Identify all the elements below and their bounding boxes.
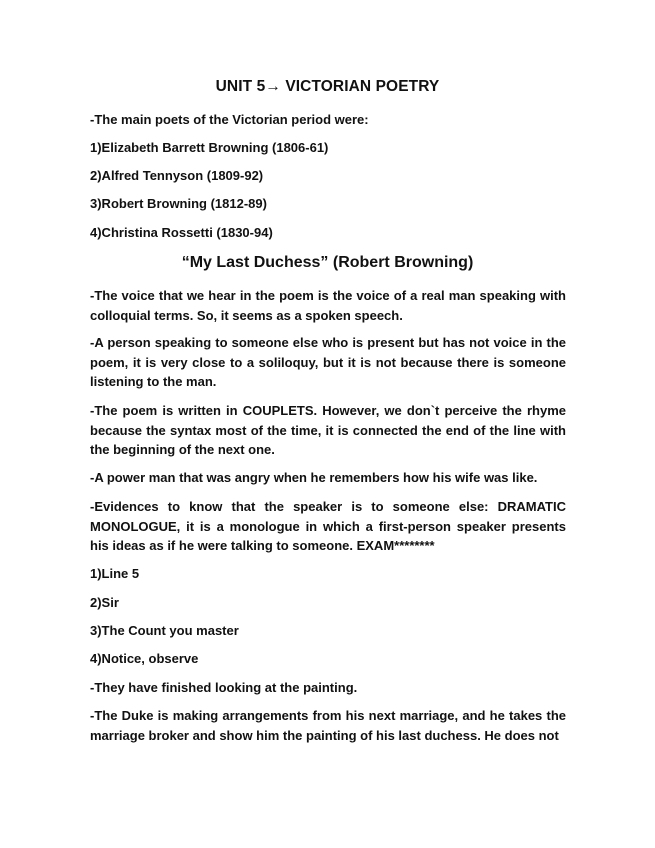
page-title: UNIT 5→ VICTORIAN POETRY: [215, 78, 440, 95]
intro-text: -The main poets of the Victorian period were:: [90, 112, 369, 127]
paragraph: -The voice that we hear in the poem is the voice of a real man speaking with colloquial terms. So, it seems as a spoken speech.: [90, 288, 566, 323]
poet-list-item: 3)Robert Browning (1812-89): [90, 196, 267, 211]
evidence-list-item: 4)Notice, observe: [90, 651, 199, 666]
evidence-list-item: 1)Line 5: [90, 566, 140, 581]
poet-list-item: 4)Christina Rossetti (1830-94): [90, 225, 273, 240]
paragraph: -They have finished looking at the painting.: [90, 680, 358, 695]
paragraph: -A person speaking to someone else who is present but has not voice in the poem, it is very close to a soliloquy, but it is not because there is someone listening to the man.: [90, 335, 566, 389]
paragraph: -The poem is written in COUPLETS. However, we don`t perceive the rhyme because the syntax most of the time, it is connected the end of the line with the beginning of the next one.: [90, 403, 566, 457]
poet-list-item: 1)Elizabeth Barrett Browning (1806-61): [90, 140, 329, 155]
poet-list-item: 2)Alfred Tennyson (1809-92): [90, 168, 264, 183]
paragraph: -A power man that was angry when he remembers how his wife was like.: [90, 470, 538, 485]
evidence-list-item: 2)Sir: [90, 595, 119, 610]
evidence-list-item: 3)The Count you master: [90, 623, 239, 638]
paragraph: -Evidences to know that the speaker is to someone else: DRAMATIC MONOLOGUE, it is a monologue in which a first-person speaker presents his ideas as if he were talking to someone. EXAM********: [90, 499, 566, 553]
section-subtitle: “My Last Duchess” (Robert Browning): [181, 254, 474, 271]
paragraph: -The Duke is making arrangements from his next marriage, and he takes the marriage broker and show him the painting of his last duchess. He does not: [90, 708, 566, 743]
